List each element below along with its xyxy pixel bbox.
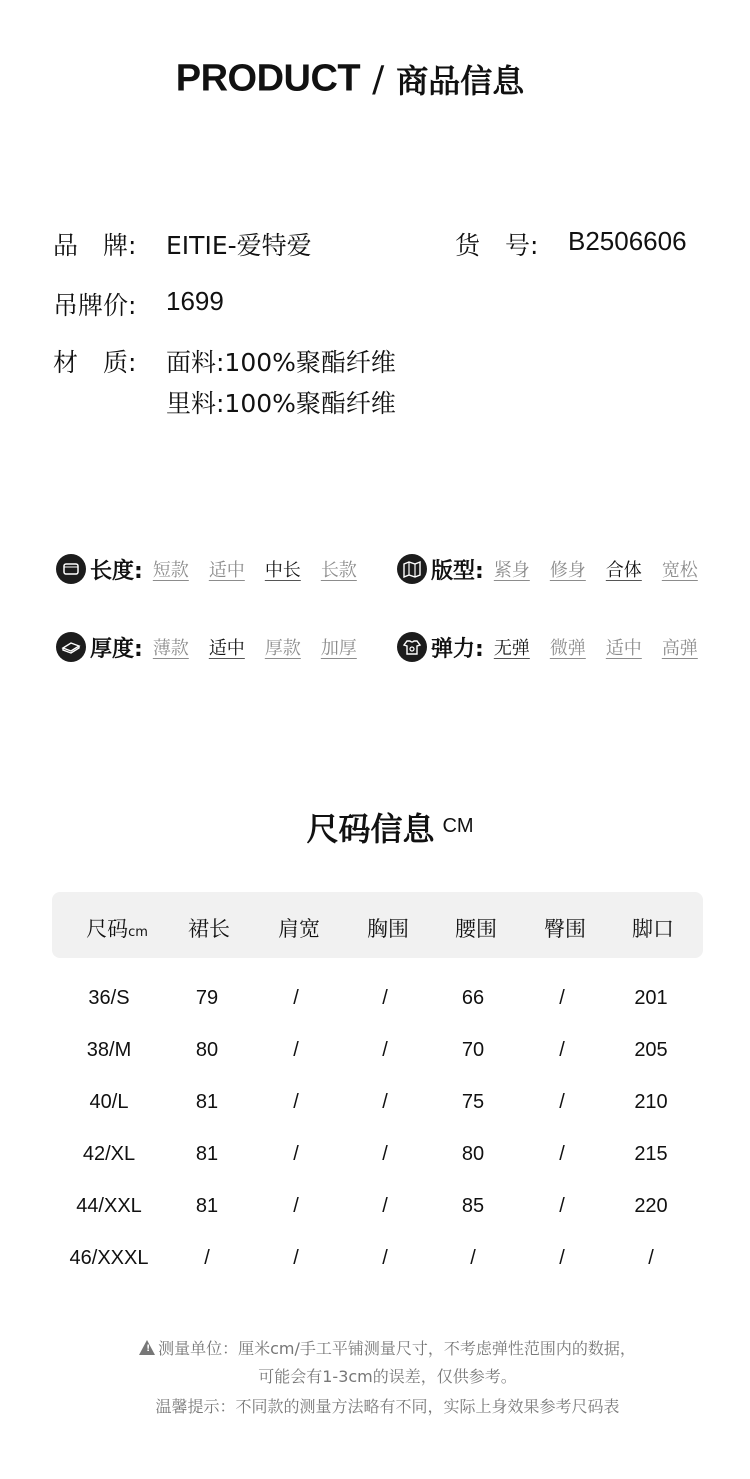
length-option-short: 短款 xyxy=(152,560,189,581)
elasticity-label: 弹力: xyxy=(431,636,484,662)
size-chart-unit: CM xyxy=(442,815,474,837)
fit-label: 版型: xyxy=(431,558,484,584)
table-cell: / xyxy=(293,987,299,1009)
table-cell: / xyxy=(382,1039,388,1061)
table-cell: / xyxy=(382,1195,388,1217)
size-chart-heading: 尺码信息 xyxy=(306,810,435,848)
table-cell: / xyxy=(559,1195,565,1217)
fit-option-slim: 修身 xyxy=(549,560,586,581)
page-header xyxy=(0,56,700,102)
table-cell: 81 xyxy=(195,1143,219,1165)
price-label: 吊牌价: xyxy=(53,291,137,320)
table-cell: 81 xyxy=(195,1195,219,1217)
note-measurement: ! 测量单位：厘米cm/手工平铺测量尺寸，不考虑弹性范围内的数据， xyxy=(0,1336,750,1359)
title-en: PRODUCT xyxy=(175,57,361,100)
table-cell: / xyxy=(382,987,388,1009)
title-cn: 商品信息 xyxy=(396,62,525,100)
header-shoulder: 肩宽 xyxy=(278,917,320,941)
fit-icon xyxy=(397,554,427,584)
table-cell: / xyxy=(293,1247,299,1269)
length-option-long: 长款 xyxy=(320,560,357,581)
table-cell: / xyxy=(559,1091,565,1113)
material-shell: 面料:100%聚酯纤维 xyxy=(166,348,396,377)
header-waist: 腰围 xyxy=(455,917,497,941)
note-error-margin: 可能会有1-3cm的误差，仅供参考。 xyxy=(258,1367,517,1386)
header-hip: 臀围 xyxy=(544,917,586,941)
table-cell: 80 xyxy=(195,1039,219,1061)
size-cell: 46/XXXL xyxy=(69,1247,149,1269)
sku-value: B2506606 xyxy=(568,226,687,256)
table-cell: / xyxy=(293,1039,299,1061)
attr-fit xyxy=(397,553,698,585)
table-cell: 210 xyxy=(634,1091,668,1113)
header-chest: 胸围 xyxy=(367,917,409,941)
table-cell: 201 xyxy=(634,987,668,1009)
table-cell: / xyxy=(559,1247,565,1269)
table-cell: 80 xyxy=(461,1143,485,1165)
attr-elasticity xyxy=(397,631,698,663)
header-size: 尺码cm xyxy=(86,917,148,941)
table-cell: 85 xyxy=(461,1195,485,1217)
sku-label: 货 号: xyxy=(455,231,539,260)
table-cell: / xyxy=(293,1143,299,1165)
elasticity-option-none: 无弹 xyxy=(493,638,530,659)
brand-label: 品 牌: xyxy=(53,231,137,260)
attr-thickness xyxy=(56,631,357,663)
length-option-midi: 中长 xyxy=(264,560,301,581)
size-cell: 42/XL xyxy=(82,1143,136,1165)
fit-option-tight: 紧身 xyxy=(493,560,530,581)
table-cell: / xyxy=(470,1247,476,1269)
table-cell: 81 xyxy=(195,1091,219,1113)
size-table-header xyxy=(52,892,703,958)
title-separator: / xyxy=(372,58,385,100)
table-cell: / xyxy=(204,1247,210,1269)
thickness-option-medium: 适中 xyxy=(208,638,245,659)
brand-value: EITIE-爱特爱 xyxy=(166,231,312,260)
table-cell: / xyxy=(293,1195,299,1217)
size-cell: 44/XXL xyxy=(76,1195,142,1217)
warning-icon: ! xyxy=(139,1340,155,1355)
material-label: 材 质: xyxy=(53,348,137,377)
size-cell: 40/L xyxy=(89,1091,129,1113)
table-cell: 215 xyxy=(634,1143,668,1165)
price-value: 1699 xyxy=(166,286,224,316)
thickness-option-thick: 厚款 xyxy=(264,638,301,659)
elasticity-option-slight: 微弹 xyxy=(549,638,586,659)
thickness-option-extra-thick: 加厚 xyxy=(320,638,357,659)
table-cell: / xyxy=(382,1091,388,1113)
thickness-icon xyxy=(56,632,86,662)
length-icon xyxy=(56,554,86,584)
table-cell: 75 xyxy=(461,1091,485,1113)
header-dress-length: 裙长 xyxy=(188,917,230,941)
table-cell: / xyxy=(559,1143,565,1165)
material-lining: 里料:100%聚酯纤维 xyxy=(166,389,396,418)
thickness-label: 厚度: xyxy=(90,636,143,662)
table-cell: / xyxy=(559,987,565,1009)
table-cell: / xyxy=(382,1247,388,1269)
table-cell: 70 xyxy=(461,1039,485,1061)
table-cell: 66 xyxy=(461,987,485,1009)
table-cell: / xyxy=(293,1091,299,1113)
header-hem: 脚口 xyxy=(632,917,674,941)
length-option-medium: 适中 xyxy=(208,560,245,581)
table-cell: / xyxy=(382,1143,388,1165)
elasticity-option-high: 高弹 xyxy=(661,638,698,659)
attr-length xyxy=(56,553,357,585)
size-cell: 36/S xyxy=(88,987,130,1009)
thickness-option-thin: 薄款 xyxy=(152,638,189,659)
size-chart-title xyxy=(0,804,750,850)
length-label: 长度: xyxy=(90,558,143,584)
table-cell: 205 xyxy=(634,1039,668,1061)
fit-option-loose: 宽松 xyxy=(661,560,698,581)
table-cell: / xyxy=(648,1247,654,1269)
note-tip: 温馨提示：不同款的测量方法略有不同，实际上身效果参考尺码表 xyxy=(155,1397,620,1416)
elasticity-icon xyxy=(397,632,427,662)
table-cell: 220 xyxy=(634,1195,668,1217)
elasticity-option-medium: 适中 xyxy=(605,638,642,659)
size-cell: 38/M xyxy=(86,1039,132,1061)
table-cell: / xyxy=(559,1039,565,1061)
fit-option-regular: 合体 xyxy=(605,560,642,581)
table-cell: 79 xyxy=(195,987,219,1009)
